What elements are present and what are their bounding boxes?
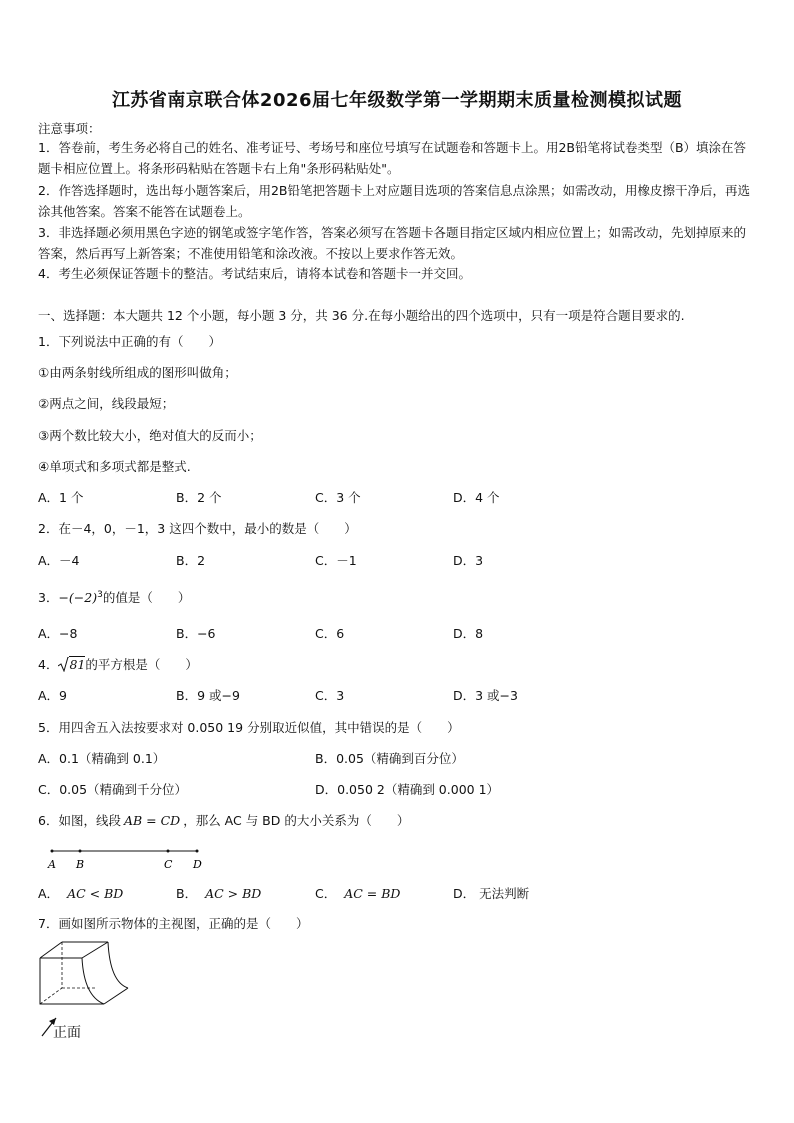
q1-option-a: A．1 个: [38, 490, 84, 505]
q4-stem: [38, 655, 198, 673]
q6-option-c-label: C．: [315, 886, 337, 901]
q7-solid-figure: [36, 938, 136, 1043]
point-d-dot: [196, 850, 199, 853]
q4-option-d: D．3 或−3: [453, 688, 518, 703]
q5-stem: 5．用四舍五入法按要求对 0.050 19 分别取近似值，其中错误的是（ ）: [38, 720, 460, 735]
q3-option-a: A．−8: [38, 626, 78, 641]
q2-option-c: C．－1: [315, 553, 357, 568]
q7-front-label: 正面: [53, 1025, 81, 1041]
q7-stem: 7．画如图所示物体的主视图，正确的是（ ）: [38, 916, 309, 931]
front-curve: [82, 958, 104, 1004]
point-d-label: D: [193, 858, 202, 871]
point-c-dot: [167, 850, 170, 853]
q6-option-d-label: D．: [453, 886, 476, 901]
top-left-edge: [40, 942, 62, 958]
point-a-dot: [51, 850, 54, 853]
q1-stem: 1．下列说法中正确的有（ ）: [38, 334, 221, 349]
q4-option-b: B．9 或−9: [176, 688, 240, 703]
q6-stem: [38, 811, 409, 829]
q3-option-c: C．6: [315, 626, 345, 641]
q6-option-a-math: AC < BD: [67, 886, 124, 901]
notice-heading: 注意事项：: [38, 121, 101, 136]
notice-item-3: 3．非选择题必须用黑色字迹的钢笔或签字笔作答，答案必须写在答题卡各题目指定区域内相应位置上；如需改动，先划掉原来的答案，然后再写上新答案；不准使用铅笔和涂改液。不按以上要求作答无效。: [38, 225, 746, 261]
q5-option-b: B．0.05（精确到百分位）: [315, 751, 464, 766]
q2-option-a: A．－4: [38, 553, 80, 568]
q2-option-d: D．3: [453, 553, 484, 568]
q2-option-b: B．2: [176, 553, 206, 568]
q6-option-b: [176, 884, 261, 902]
notice-item-4: 4．考生必须保证答题卡的整洁。考试结束后，请将本试卷和答题卡一并交回。: [38, 266, 471, 281]
q3-suffix: 的值是（ ）: [102, 590, 191, 605]
q6-option-b-math: AC > BD: [205, 886, 262, 901]
q3-option-b: B．−6: [176, 626, 216, 641]
q3-stem: [38, 588, 190, 606]
q3-prefix: 3．: [38, 590, 59, 605]
q6-option-d-text: 无法判断: [479, 886, 530, 901]
q1-statement-3: ③两个数比较大小，绝对值大的反而小；: [38, 428, 262, 443]
q6-option-b-label: B．: [176, 886, 198, 901]
q4-suffix: 的平方根是（ ）: [85, 657, 198, 672]
radical-sign-icon: [58, 657, 69, 672]
q4-sqrt: [58, 657, 85, 672]
point-a-label: A: [48, 858, 56, 871]
q3-exponent: 3: [97, 589, 103, 600]
q6-segment-figure: [40, 843, 210, 873]
hidden-depth-edge: [40, 988, 62, 1004]
q4-radicand: 81: [69, 657, 86, 672]
notice-item-2: 2．作答选择题时，选出每小题答案后，用2B铅笔把答题卡上对应题目选项的答案信息点涂黑；如需改动，用橡皮擦干净后，再选涂其他答案。答案不能答在试题卷上。: [38, 183, 750, 219]
notice-item-1: 1．答卷前，考生务必将自己的姓名、准考证号、考场号和座位号填写在试题卷和答题卡上。用2B铅笔将试卷类型（B）填涂在答题卡相应位置上。将条形码粘贴在答题卡右上角"条形码粘贴处"。: [38, 140, 747, 176]
q4-prefix: 4．: [38, 657, 59, 672]
q6-option-a-label: A．: [38, 886, 60, 901]
q1-option-c: C．3 个: [315, 490, 361, 505]
q6-expression: AB = CD: [123, 813, 181, 828]
q6-suffix: ，那么 AC 与 BD 的大小关系为（ ）: [183, 813, 410, 828]
page-title: 江苏省南京联合体2026届七年级数学第一学期期末质量检测模拟试题: [111, 90, 683, 111]
q1-statement-4: ④单项式和多项式都是整式.: [38, 459, 191, 474]
point-b-dot: [79, 850, 82, 853]
point-b-label: B: [76, 858, 85, 871]
q3-expression: −(−2): [58, 590, 98, 605]
q6-option-a: [38, 884, 123, 902]
q1-statement-1: ①由两条射线所组成的图形叫做角；: [38, 365, 237, 380]
back-curve: [108, 942, 128, 988]
q4-option-c: C．3: [315, 688, 345, 703]
q2-stem: 2．在－4，0，－1，3 这四个数中，最小的数是（ ）: [38, 521, 357, 536]
q1-option-d: D．4 个: [453, 490, 500, 505]
section-heading: 一、选择题：本大题共 12 个小题，每小题 3 分，共 36 分.在每小题给出的四个选项中，只有一项是符合题目要求的.: [38, 308, 685, 323]
q5-option-c: C．0.05（精确到千分位）: [38, 782, 188, 797]
q1-statement-2: ②两点之间，线段最短；: [38, 396, 175, 411]
bottom-right-edge: [104, 988, 128, 1004]
q4-option-a: A．9: [38, 688, 68, 703]
q6-option-d: [453, 884, 529, 902]
q1-option-b: B．2 个: [176, 490, 222, 505]
q5-option-a: A．0.1（精确到 0.1）: [38, 751, 166, 766]
point-c-label: C: [164, 858, 173, 871]
q6-prefix: 6．如图，线段: [38, 813, 121, 828]
q5-option-d: D．0.050 2（精确到 0.000 1）: [315, 782, 500, 797]
q6-option-c-math: AC = BD: [344, 886, 401, 901]
q3-option-d: D．8: [453, 626, 484, 641]
top-right-edge: [82, 942, 108, 958]
q6-option-c: [315, 884, 400, 902]
